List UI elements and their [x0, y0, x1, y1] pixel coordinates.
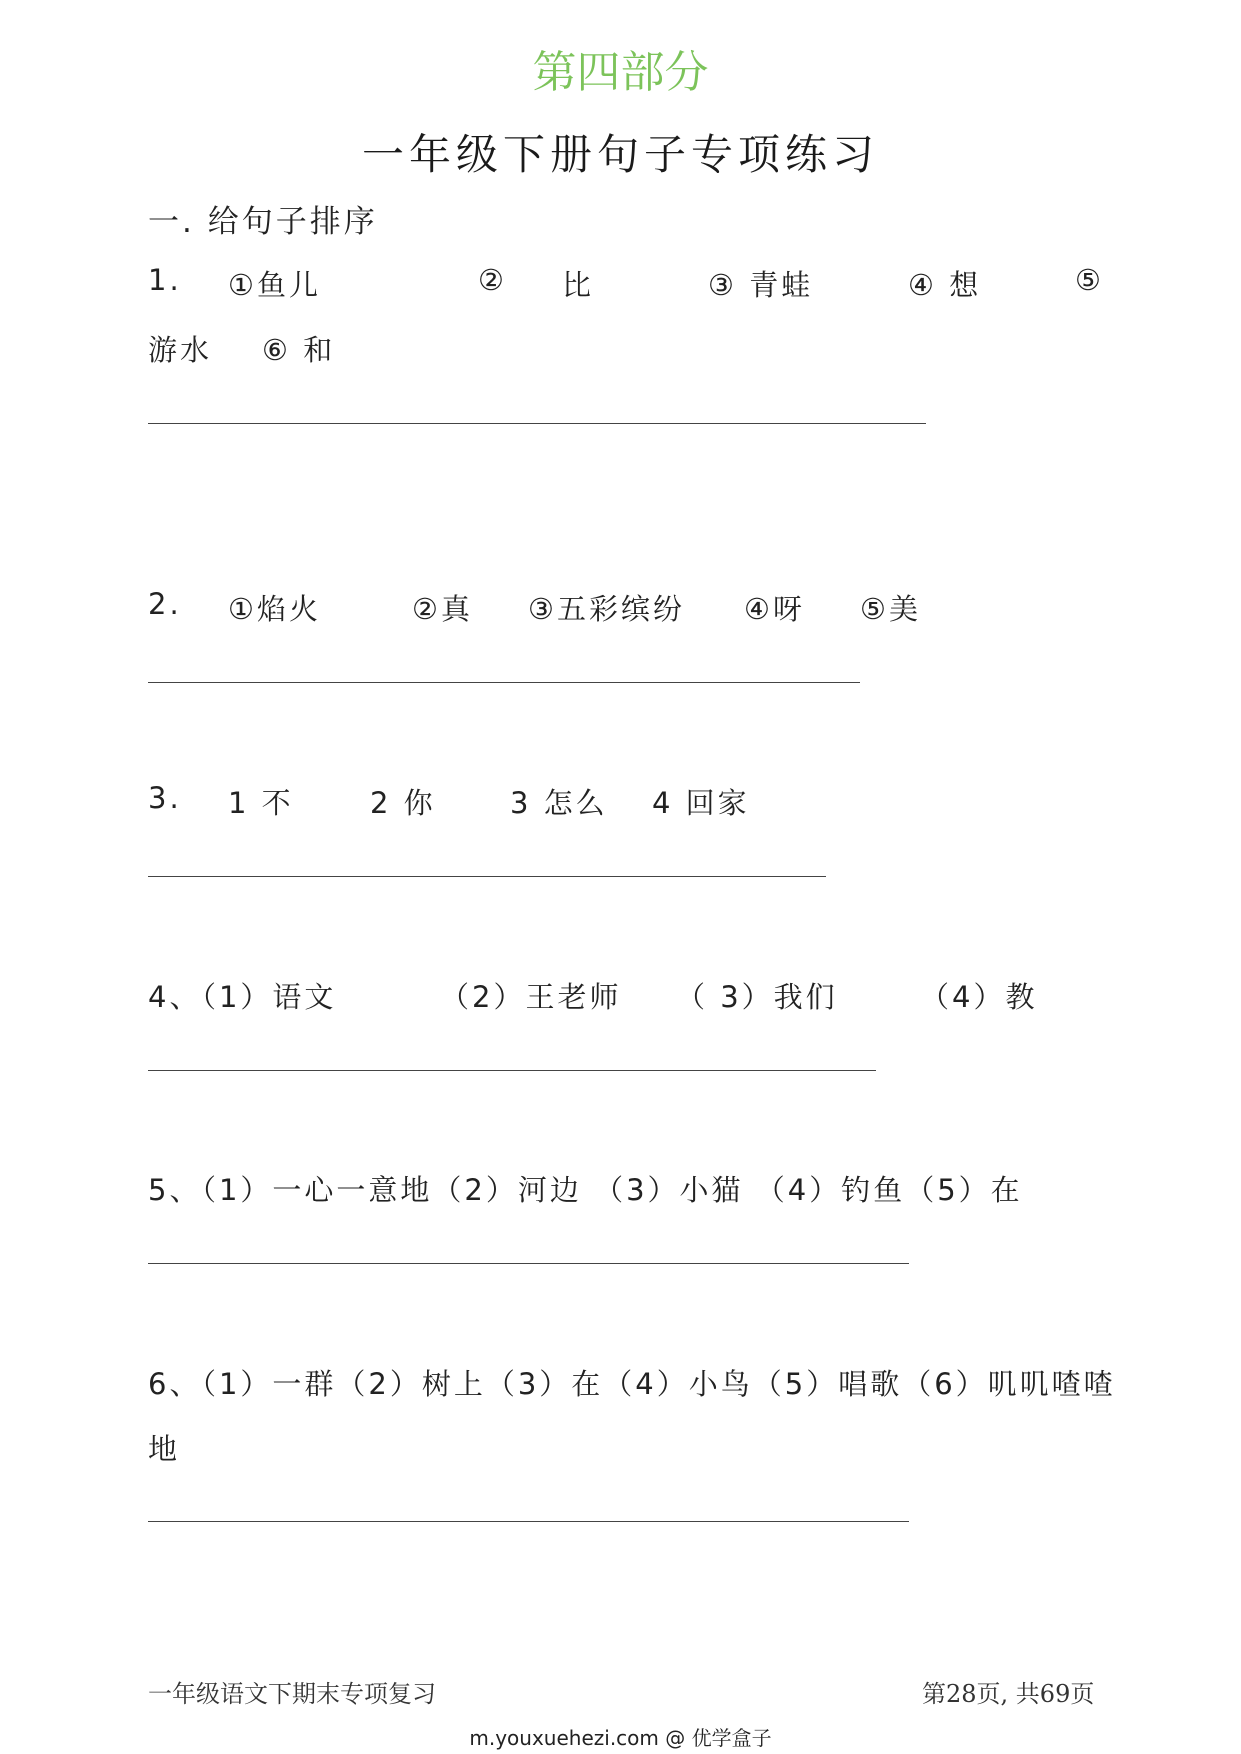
- question-text-continued: 地: [148, 1432, 181, 1466]
- word-option: ②: [478, 263, 507, 297]
- word-option: ①鱼儿: [228, 268, 321, 302]
- site-watermark: m.youxuehezi.com @ 优学盒子: [469, 1726, 772, 1750]
- word-option: ④ 想: [908, 268, 982, 302]
- answer-line[interactable]: [148, 876, 826, 877]
- word-option: （ 3）我们: [676, 980, 838, 1014]
- answer-line[interactable]: [148, 682, 860, 683]
- word-option: ④呀: [744, 592, 805, 626]
- word-option: ③ 青蛙: [708, 268, 814, 302]
- word-option: ③五彩缤纷: [528, 592, 685, 626]
- answer-line[interactable]: [148, 1070, 876, 1071]
- answer-line[interactable]: [148, 1263, 909, 1264]
- word-option: ⑥ 和: [262, 333, 336, 367]
- question-number: 1.: [148, 263, 182, 297]
- footer-title: 一年级语文下期末专项复习: [148, 1680, 436, 1708]
- page-title: 一年级下册句子专项练习: [361, 130, 879, 179]
- word-option: （2）王老师: [440, 980, 622, 1014]
- word-option: 比: [562, 268, 595, 302]
- question-text: 6、（1）一群（2）树上（3）在（4）小鸟（5）唱歌（6）叽叽喳喳: [148, 1367, 1116, 1401]
- word-option: 1 不: [228, 786, 294, 820]
- word-option: （4）教: [920, 980, 1038, 1014]
- answer-line[interactable]: [148, 423, 926, 424]
- question-number: 2.: [148, 587, 182, 621]
- answer-line[interactable]: [148, 1521, 909, 1522]
- question-number: 3.: [148, 781, 182, 815]
- page-number: 第28页, 共69页: [922, 1680, 1095, 1708]
- section-heading: 一. 给句子排序: [148, 204, 378, 240]
- question-text: 5、（1）一心一意地（2）河边 （3）小猫 （4）钓鱼（5）在: [148, 1173, 1023, 1207]
- word-option: 2 你: [370, 786, 436, 820]
- word-option: ⑤: [1075, 263, 1104, 297]
- word-option: 4 回家: [652, 786, 750, 820]
- question-text: 4、（1）语文: [148, 980, 337, 1014]
- word-option: ②真: [412, 592, 473, 626]
- part-label: 第四部分: [532, 47, 709, 98]
- word-option: ①焰火: [228, 592, 321, 626]
- word-option: 3 怎么: [510, 786, 608, 820]
- word-option: 游水: [148, 333, 213, 367]
- word-option: ⑤美: [860, 592, 921, 626]
